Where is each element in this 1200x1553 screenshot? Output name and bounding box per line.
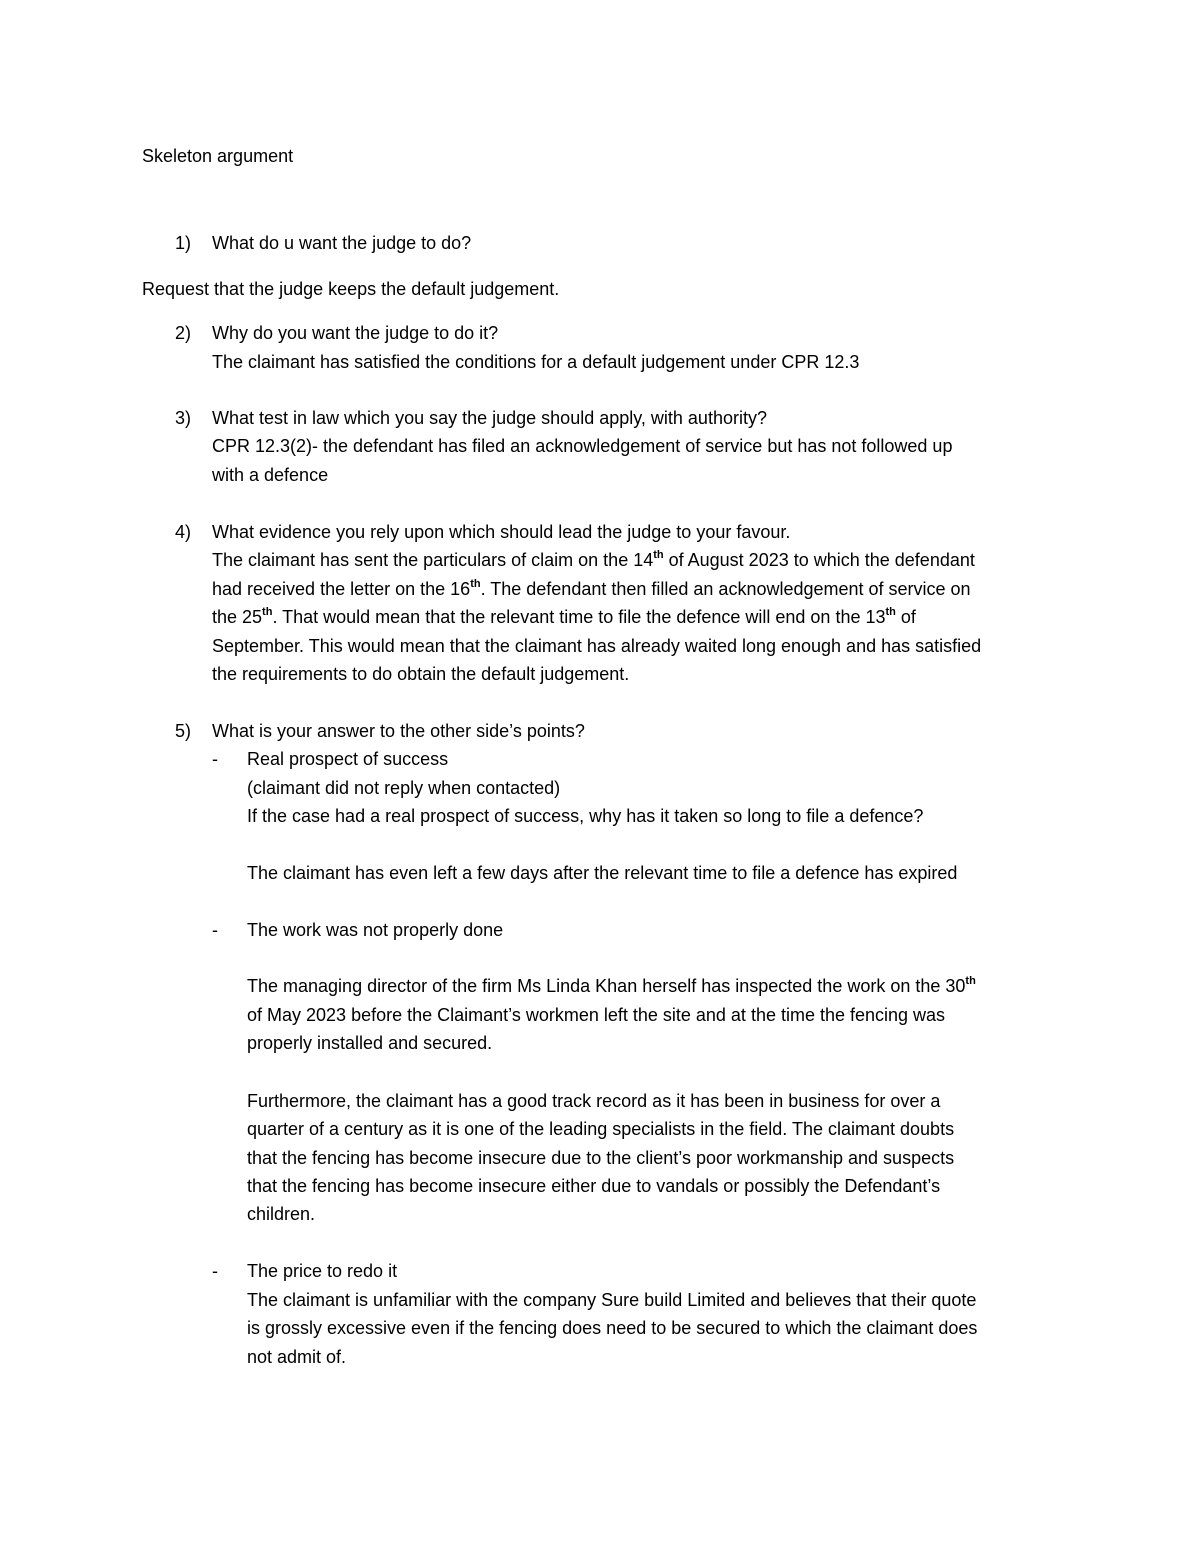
- q1-question: What do u want the judge to do?: [212, 233, 472, 253]
- q3-question: What test in law which you say the judge should apply, with authority?: [212, 408, 767, 428]
- q3-number: 3): [175, 408, 192, 428]
- point-3-dash: -: [212, 1261, 218, 1281]
- q4-evidence-line-5: the requirements to do obtain the default judgement.: [212, 664, 630, 684]
- point-2-line-5: quarter of a century as it is one of the leading specialists in the field. The claimant doubts: [247, 1119, 955, 1139]
- q4-evidence-line-4: September. This would mean that the claimant has already waited long enough and has satisfied: [212, 636, 982, 656]
- q3-answer-line-2: with a defence: [212, 465, 329, 485]
- point-1-dash: -: [212, 749, 218, 769]
- q4-question: What evidence you rely upon which should lead the judge to your favour.: [212, 522, 791, 542]
- document-title: Skeleton argument: [142, 146, 294, 166]
- q3-answer-line-1: CPR 12.3(2)- the defendant has filed an acknowledgement of service but has not followed up: [212, 436, 953, 456]
- point-2-line-2: of May 2023 before the Claimant’s workmen left the site and at the time the fencing was: [247, 1005, 946, 1025]
- point-1-line-1: (claimant did not reply when contacted): [247, 778, 561, 798]
- q4-evidence-line-1: The claimant has sent the particulars of claim on the 14th of August 2023 to which the defendant: [212, 549, 975, 570]
- point-2-line-4: Furthermore, the claimant has a good track record as it has been in business for over a: [247, 1091, 941, 1111]
- point-2-line-6: that the fencing has become insecure due to the client’s poor workmanship and suspects: [247, 1148, 955, 1168]
- point-2-line-8: children.: [247, 1204, 316, 1224]
- q1-answer: Request that the judge keeps the default judgement.: [142, 279, 560, 299]
- q1-number: 1): [175, 233, 192, 253]
- point-3-title: The price to redo it: [247, 1261, 398, 1281]
- point-2-dash: -: [212, 920, 218, 940]
- point-2-line-3: properly installed and secured.: [247, 1033, 493, 1053]
- q4-evidence-line-3: the 25th. That would mean that the relevant time to file the defence will end on the 13th of: [212, 606, 916, 627]
- q2-question: Why do you want the judge to do it?: [212, 323, 499, 343]
- q2-number: 2): [175, 323, 192, 343]
- q4-number: 4): [175, 522, 192, 542]
- point-1-title: Real prospect of success: [247, 749, 449, 769]
- point-3-line-2: is grossly excessive even if the fencing does need to be secured to which the claimant does: [247, 1318, 978, 1338]
- point-2-line-1: The managing director of the firm Ms Linda Khan herself has inspected the work on the 30th: [247, 975, 976, 996]
- q4-evidence-line-2: had received the letter on the 16th. The defendant then filled an acknowledgement of service on: [212, 578, 971, 599]
- q2-answer: The claimant has satisfied the conditions for a default judgement under CPR 12.3: [212, 352, 860, 372]
- q5-number: 5): [175, 721, 192, 741]
- point-2-line-7: that the fencing has become insecure either due to vandals or possibly the Defendant’s: [247, 1176, 941, 1196]
- point-1-line-3: The claimant has even left a few days after the relevant time to file a defence has expired: [247, 863, 958, 883]
- point-1-line-2: If the case had a real prospect of success, why has it taken so long to file a defence?: [247, 806, 924, 826]
- point-3-line-1: The claimant is unfamiliar with the company Sure build Limited and believes that their quote: [247, 1290, 977, 1310]
- q5-question: What is your answer to the other side’s points?: [212, 721, 585, 741]
- point-3-line-3: not admit of.: [247, 1347, 347, 1367]
- point-2-title: The work was not properly done: [247, 920, 504, 940]
